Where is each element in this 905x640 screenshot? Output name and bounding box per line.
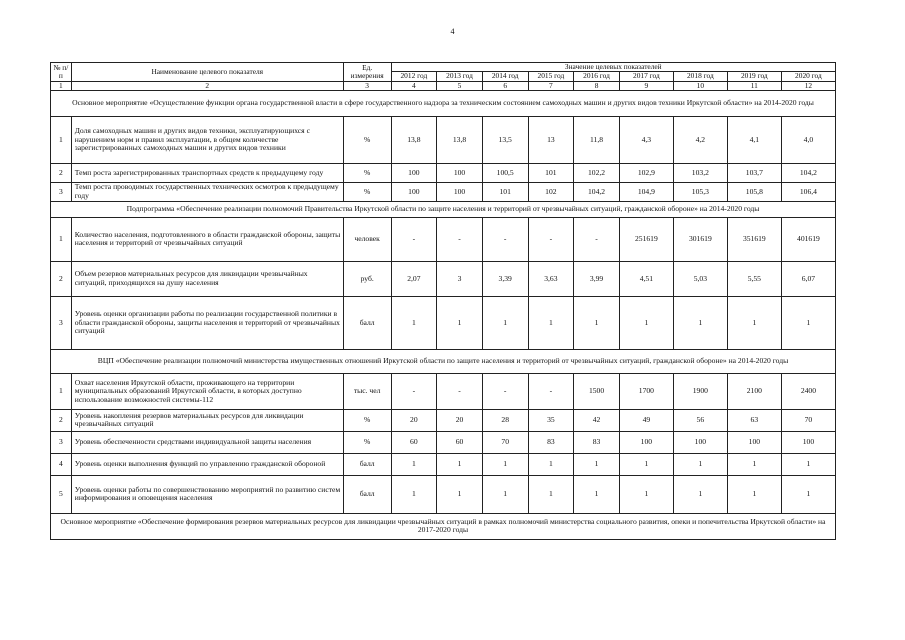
indicator-value: 104,9 bbox=[619, 182, 673, 201]
table-row bbox=[51, 475, 836, 513]
indicator-unit: % bbox=[343, 431, 391, 453]
indicator-value: 1 bbox=[781, 296, 835, 349]
indicator-value: 83 bbox=[574, 431, 620, 453]
column-number: 11 bbox=[727, 81, 781, 90]
indicator-value: 13,8 bbox=[437, 116, 483, 163]
indicator-value: 13,8 bbox=[391, 116, 437, 163]
indicator-value: 1 bbox=[727, 475, 781, 513]
indicator-value: 1 bbox=[482, 475, 528, 513]
indicator-value: 105,8 bbox=[727, 182, 781, 201]
table-row bbox=[51, 373, 836, 409]
row-number: 2 bbox=[51, 163, 72, 182]
indicator-value: 5,55 bbox=[727, 261, 781, 296]
indicator-value: 100 bbox=[437, 182, 483, 201]
indicator-value: 1 bbox=[781, 475, 835, 513]
indicator-value: - bbox=[482, 373, 528, 409]
indicator-name: Уровень обеспеченности средствами индивидуальной защиты населения bbox=[71, 431, 343, 453]
indicator-value: 1 bbox=[574, 296, 620, 349]
table-row bbox=[51, 217, 836, 261]
indicator-value: 1 bbox=[528, 453, 574, 475]
indicator-value: 1700 bbox=[619, 373, 673, 409]
header-year: 2017 год bbox=[619, 72, 673, 81]
indicator-name: Темп роста проводимых государственных технических осмотров к предыдущему году bbox=[71, 182, 343, 201]
row-number: 1 bbox=[51, 116, 72, 163]
page-number: 4 bbox=[450, 27, 455, 36]
section-title: Подпрограмма «Обеспечение реализации полномочий Правительства Иркутской области по защите населения и территорий от чрезвычайных ситуаций, гражданской обороне» на 2014-2020 годы bbox=[51, 201, 836, 217]
indicator-value: 1 bbox=[391, 296, 437, 349]
indicator-value: 20 bbox=[391, 409, 437, 431]
indicator-value: 60 bbox=[437, 431, 483, 453]
indicator-value: 1 bbox=[619, 296, 673, 349]
indicator-value: 100 bbox=[727, 431, 781, 453]
indicator-value: 1 bbox=[482, 296, 528, 349]
indicator-name: Уровень накопления резервов материальных ресурсов для ликвидации чрезвычайных ситуаций bbox=[71, 409, 343, 431]
indicator-value: 1 bbox=[673, 453, 727, 475]
indicator-value: 1 bbox=[574, 475, 620, 513]
indicator-value: 1 bbox=[528, 296, 574, 349]
header-year: 2020 год bbox=[781, 72, 835, 81]
indicator-value: 1 bbox=[619, 475, 673, 513]
indicator-value: - bbox=[391, 373, 437, 409]
section-row bbox=[51, 90, 836, 116]
indicator-value: 1 bbox=[727, 453, 781, 475]
indicator-value: 1 bbox=[673, 296, 727, 349]
indicator-value: 49 bbox=[619, 409, 673, 431]
column-number: 7 bbox=[528, 81, 574, 90]
indicator-value: 100 bbox=[437, 163, 483, 182]
table-row bbox=[51, 163, 836, 182]
indicator-value: 104,2 bbox=[574, 182, 620, 201]
column-number: 1 bbox=[51, 81, 72, 90]
indicator-value: 4,2 bbox=[673, 116, 727, 163]
indicator-value: 100,5 bbox=[482, 163, 528, 182]
header-year: 2019 год bbox=[727, 72, 781, 81]
indicator-value: - bbox=[574, 217, 620, 261]
indicator-value: 1 bbox=[528, 475, 574, 513]
indicator-unit: % bbox=[343, 182, 391, 201]
section-title: Основное мероприятие «Осуществление функции органа государственной власти в сфере государственного надзора за техническим состоянием самоходных машин и других видов техники Иркутской области» на 2014-2020 годы bbox=[51, 90, 836, 116]
indicator-value: 4,51 bbox=[619, 261, 673, 296]
indicator-value: 6,07 bbox=[781, 261, 835, 296]
row-number: 3 bbox=[51, 431, 72, 453]
indicator-value: 1 bbox=[437, 296, 483, 349]
indicator-value: 1 bbox=[437, 475, 483, 513]
indicator-value: 5,03 bbox=[673, 261, 727, 296]
indicator-value: 35 bbox=[528, 409, 574, 431]
indicator-value: 351619 bbox=[727, 217, 781, 261]
indicator-value: 2,07 bbox=[391, 261, 437, 296]
indicator-value: - bbox=[528, 217, 574, 261]
indicator-unit: тыс. чел bbox=[343, 373, 391, 409]
indicator-value: 1 bbox=[574, 453, 620, 475]
column-number: 4 bbox=[391, 81, 437, 90]
indicator-value: 1 bbox=[673, 475, 727, 513]
indicator-value: 13,5 bbox=[482, 116, 528, 163]
row-number: 4 bbox=[51, 453, 72, 475]
indicator-value: 2100 bbox=[727, 373, 781, 409]
indicator-value: 100 bbox=[781, 431, 835, 453]
row-number: 1 bbox=[51, 217, 72, 261]
column-number: 6 bbox=[482, 81, 528, 90]
indicator-value: 101 bbox=[482, 182, 528, 201]
indicator-value: 251619 bbox=[619, 217, 673, 261]
indicator-value: 4,0 bbox=[781, 116, 835, 163]
indicator-value: 106,4 bbox=[781, 182, 835, 201]
indicator-value: 28 bbox=[482, 409, 528, 431]
indicator-value: 102,2 bbox=[574, 163, 620, 182]
indicator-value: 103,7 bbox=[727, 163, 781, 182]
indicator-value: 13 bbox=[528, 116, 574, 163]
indicator-unit: % bbox=[343, 163, 391, 182]
indicator-value: 3,63 bbox=[528, 261, 574, 296]
column-number: 12 bbox=[781, 81, 835, 90]
indicator-value: 70 bbox=[781, 409, 835, 431]
row-number: 5 bbox=[51, 475, 72, 513]
indicator-value: 1 bbox=[391, 453, 437, 475]
indicator-value: 11,8 bbox=[574, 116, 620, 163]
indicator-name: Темп роста зарегистрированных транспортных средств к предыдущему году bbox=[71, 163, 343, 182]
indicator-value: 1 bbox=[727, 296, 781, 349]
indicator-value: - bbox=[528, 373, 574, 409]
indicator-value: 1 bbox=[482, 453, 528, 475]
indicator-value: 100 bbox=[619, 431, 673, 453]
header-year: 2013 год bbox=[437, 72, 483, 81]
table-row bbox=[51, 182, 836, 201]
table-row bbox=[51, 261, 836, 296]
indicator-unit: % bbox=[343, 116, 391, 163]
indicator-value: 3,39 bbox=[482, 261, 528, 296]
row-number: 2 bbox=[51, 261, 72, 296]
header-unit: Ед. измерения bbox=[343, 63, 391, 82]
indicator-value: 63 bbox=[727, 409, 781, 431]
indicator-name: Доля самоходных машин и других видов техники, эксплуатирующихся с нарушением норм и правил эксплуатации, в общем количестве зарегистрированных самоходных машин и других видов техники bbox=[71, 116, 343, 163]
table-row bbox=[51, 116, 836, 163]
indicator-value: 2400 bbox=[781, 373, 835, 409]
indicator-value: 102,9 bbox=[619, 163, 673, 182]
indicator-value: - bbox=[437, 217, 483, 261]
indicator-value: 1900 bbox=[673, 373, 727, 409]
row-number: 3 bbox=[51, 296, 72, 349]
column-number: 9 bbox=[619, 81, 673, 90]
header-year: 2016 год bbox=[574, 72, 620, 81]
indicator-value: 60 bbox=[391, 431, 437, 453]
indicator-value: 1 bbox=[437, 453, 483, 475]
table-row bbox=[51, 409, 836, 431]
indicator-value: 20 bbox=[437, 409, 483, 431]
column-number: 8 bbox=[574, 81, 620, 90]
header-name: Наименование целевого показателя bbox=[71, 63, 343, 82]
indicator-value: 1 bbox=[391, 475, 437, 513]
section-row bbox=[51, 513, 836, 539]
section-title: Основное мероприятие «Обеспечение формирования резервов материальных ресурсов для ликвидации чрезвычайных ситуаций в рамках полномочий министерства социального развития, опеки и попечительства Иркутской области» на 2017-2020 годы bbox=[51, 513, 836, 539]
row-number: 3 bbox=[51, 182, 72, 201]
indicator-value: 100 bbox=[391, 182, 437, 201]
indicator-unit: балл bbox=[343, 296, 391, 349]
indicator-value: 1 bbox=[619, 453, 673, 475]
column-number: 5 bbox=[437, 81, 483, 90]
indicator-name: Уровень оценки работы по совершенствованию мероприятий по развитию систем информирования и оповещения населения bbox=[71, 475, 343, 513]
indicator-value: 70 bbox=[482, 431, 528, 453]
indicator-value: - bbox=[482, 217, 528, 261]
indicator-value: 104,2 bbox=[781, 163, 835, 182]
indicator-name: Уровень оценки выполнения функций по управлению гражданской обороной bbox=[71, 453, 343, 475]
row-number: 1 bbox=[51, 373, 72, 409]
indicator-value: 105,3 bbox=[673, 182, 727, 201]
indicator-value: 301619 bbox=[673, 217, 727, 261]
indicator-value: 42 bbox=[574, 409, 620, 431]
indicator-value: 3,99 bbox=[574, 261, 620, 296]
section-row bbox=[51, 201, 836, 217]
indicator-value: 3 bbox=[437, 261, 483, 296]
header-num: № п/п bbox=[51, 63, 72, 82]
indicator-value: 1500 bbox=[574, 373, 620, 409]
table-row bbox=[51, 453, 836, 475]
indicator-unit: % bbox=[343, 409, 391, 431]
indicator-name: Объем резервов материальных ресурсов для ликвидации чрезвычайных ситуаций, приходящихся на душу населения bbox=[71, 261, 343, 296]
section-row bbox=[51, 349, 836, 373]
header-values-title: Значение целевых показателей bbox=[391, 63, 835, 72]
indicator-value: 4,1 bbox=[727, 116, 781, 163]
indicators-table bbox=[50, 62, 836, 540]
indicator-value: 83 bbox=[528, 431, 574, 453]
indicator-value: - bbox=[437, 373, 483, 409]
table-row bbox=[51, 431, 836, 453]
indicator-name: Количество населения, подготовленного в области гражданской обороны, защиты населения и территорий от чрезвычайных ситуаций bbox=[71, 217, 343, 261]
column-number: 2 bbox=[71, 81, 343, 90]
indicator-name: Охват населения Иркутской области, проживающего на территории муниципальных образований Иркутской области, в которых доступно использование возможностей системы-112 bbox=[71, 373, 343, 409]
indicator-value: 100 bbox=[673, 431, 727, 453]
indicator-unit: руб. bbox=[343, 261, 391, 296]
header-year: 2012 год bbox=[391, 72, 437, 81]
header-year: 2014 год bbox=[482, 72, 528, 81]
indicator-unit: балл bbox=[343, 475, 391, 513]
row-number: 2 bbox=[51, 409, 72, 431]
indicator-value: - bbox=[391, 217, 437, 261]
indicator-unit: человек bbox=[343, 217, 391, 261]
header-year: 2015 год bbox=[528, 72, 574, 81]
indicator-name: Уровень оценки организации работы по реализации государственной политики в области гражданской обороны, защиты населения и территорий от чрезвычайных ситуаций bbox=[71, 296, 343, 349]
indicator-value: 101 bbox=[528, 163, 574, 182]
indicator-value: 102 bbox=[528, 182, 574, 201]
indicator-value: 100 bbox=[391, 163, 437, 182]
indicator-value: 1 bbox=[781, 453, 835, 475]
header-year: 2018 год bbox=[673, 72, 727, 81]
indicator-value: 56 bbox=[673, 409, 727, 431]
column-number: 10 bbox=[673, 81, 727, 90]
column-number: 3 bbox=[343, 81, 391, 90]
indicator-value: 401619 bbox=[781, 217, 835, 261]
indicator-value: 4,3 bbox=[619, 116, 673, 163]
indicator-value: 103,2 bbox=[673, 163, 727, 182]
section-title: ВЦП «Обеспечение реализации полномочий министерства имущественных отношений Иркутской области по защите населения и территорий от чрезвычайных ситуаций, гражданской обороне» на 2014-2020 годы bbox=[51, 349, 836, 373]
indicators-body bbox=[51, 90, 836, 539]
indicator-unit: балл bbox=[343, 453, 391, 475]
table-row bbox=[51, 296, 836, 349]
